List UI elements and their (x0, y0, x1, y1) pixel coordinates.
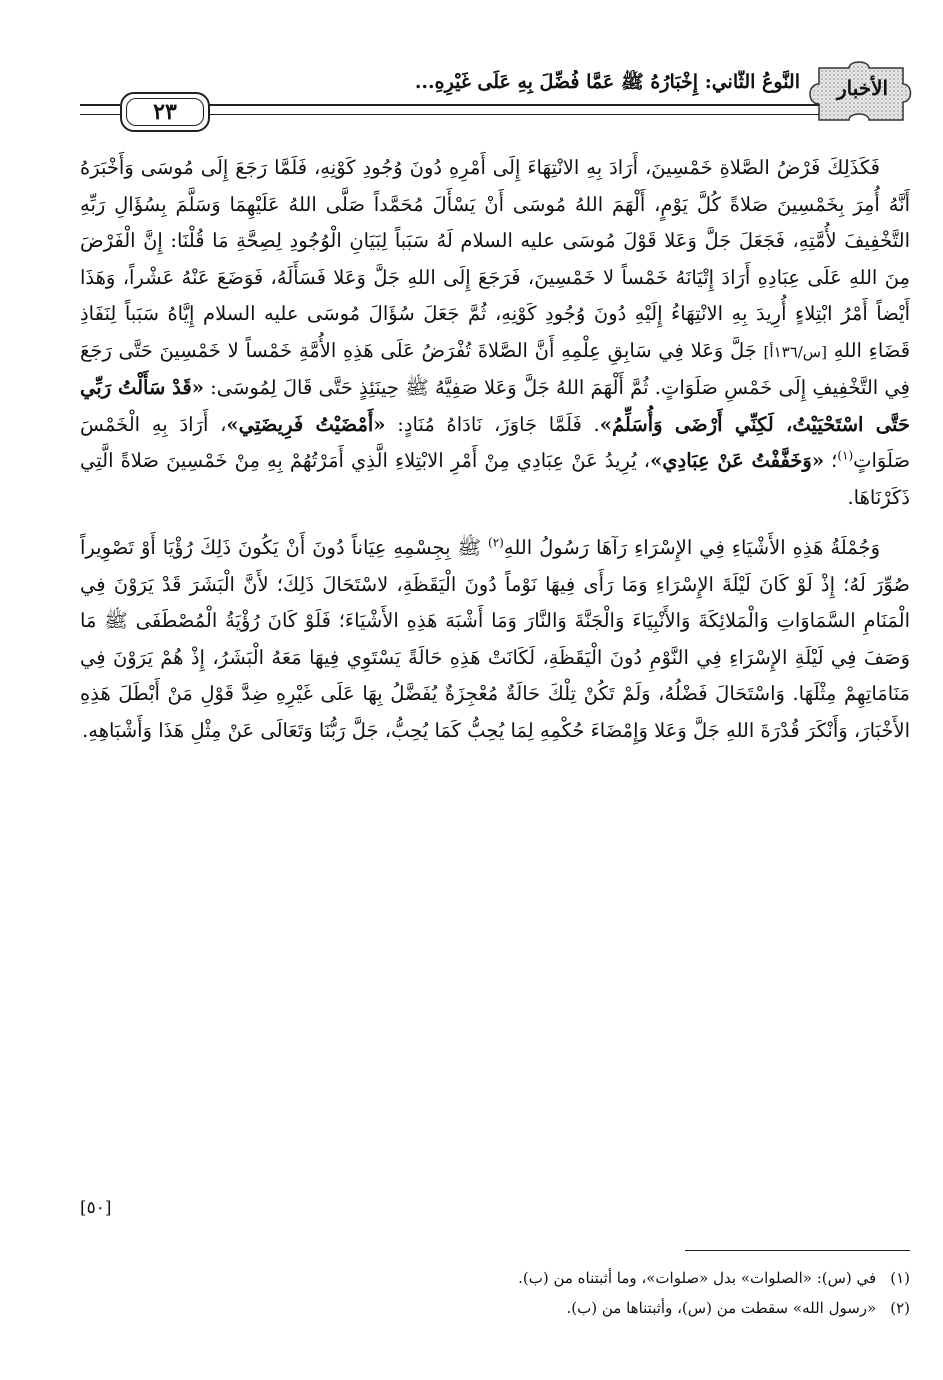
footnote-number: (١) (890, 1269, 910, 1287)
footnote-2 (80, 1293, 910, 1323)
running-title: النَّوعُ الثَّاني: إِخْبَارُهُ ﷺ عَمَّا فُضِّلَ بِهِ عَلَى غَيْرِهِ... (414, 71, 800, 93)
p1-text-1: فَكَذَلِكَ فَرْضُ الصَّلاةِ خَمْسِينَ، أَرَادَ بِهِ الانْتِهَاءَ إِلَى أَمْرِهِ دُونَ وُجُودِ كَوْنِهِ، فَلَمَّا رَجَعَ إِلَى مُوسَى وَأَخْبَرَهُ أَنَّهُ أُمِرَ بِخَمْسِينَ صَلاةً كُلَّ يَوْمٍ، أَلْهَمَ اللهُ مُوسَى أَنْ يَسْأَلَ مُحَمَّداً صَلَّى اللهُ عَلَيْهِمَا وَسَلَّمَ بِسُؤَالِ رَبِّهِ التَّخْفِيفَ لأُمَّتِهِ، فَجَعَلَ جَلَّ وَعَلا قَوْلَ مُوسَى عليه السلام لَهُ سَبَباً لِبَيَانِ الْوُجُودِ لِصِحَّةِ مَا قُلْنَا: إِنَّ الْفَرْضَ مِنَ اللهِ عَلَى عِبَادِهِ أَرَادَ إِتْيَانَهُ خَمْساً لا خَمْسِينَ، فَرَجَعَ إِلَى اللهِ جَلَّ وَعَلا فَسَأَلَهُ، فَوَضَعَ عَنْهُ عَشْراً، وَهَذَا أَيْضاً أَمْرُ ابْتِلاءٍ أُرِيدَ بِهِ الانْتِهَاءُ إِلَيْهِ دُونَ وُجُودِ كَوْنِهِ، ثُمَّ جَعَلَ سُؤَالَ مُوسَى عليه السلام إِيَّاهُ سَبَباً لِنَفَاذِ قَضَاءِ اللهِ (80, 156, 911, 362)
footnote-marker-1[interactable]: (١) (837, 448, 854, 463)
p2-text-1: وَجُمْلَةُ هَذِهِ الأَشْيَاءِ فِي الإِسْرَاءِ رَآهَا رَسُولُ اللهِ (503, 536, 880, 559)
manuscript-reference: [س/١٣٦أ] (763, 342, 827, 361)
header-rule-left-top (80, 104, 120, 106)
p2-text-2: ﷺ بِجِسْمِهِ عِيَاناً دُونَ أَنْ يَكُونَ ذَلِكَ رُؤْيَا أَوْ تَصْوِيراً صُوِّرَ لَهُ؛ إِذْ لَوْ كَانَ لَيْلَةَ الإِسْرَاءِ وَمَا رَأَى فِيهَا نَوْماً دُونَ الْيَقَظَةِ، لاسْتَحَالَ ذَلِكَ؛ لأَنَّ الْبَشَرَ قَدْ يَرَوْنَ فِي الْمَنَامِ السَّمَاوَاتِ وَالْمَلائِكَةَ وَالأَنْبِيَاءَ وَالْجَنَّةَ وَالنَّارَ وَمَا أَشْبَهَ هَذِهِ الأَشْيَاءَ؛ فَلَوْ كَانَ رُؤْيَةُ الْمُصْطَفَى ﷺ مَا وَصَفَ فِي لَيْلَةِ الإِسْرَاءِ فِي النَّوْمِ دُونَ الْيَقَظَةِ، لَكَانَتْ هَذِهِ حَالَةً يَسْتَوِي فِيهَا مَعَهُ الْبَشَرُ، إِذْ هُمْ يَرَوْنَ فِي مَنَامَاتِهِمْ مِثْلَهَا. وَاسْتَحَالَ فَضْلُهُ، وَلَمْ تَكُنْ تِلْكَ حَالَةٌ مُعْجِزَةٌ يُفَضَّلُ بِهَا عَلَى غَيْرِهِ ضِدَّ قَوْلِ مَنْ أَبْطَلَ هَذِهِ الأَخْبَارَ، وَأَنْكَرَ قُدْرَةَ اللهِ جَلَّ وَعَلا وَإِمْضَاءَ حُكْمِهِ لِمَا يُحِبُّ كَمَا يُحِبُّ، جَلَّ رَبُّنَا وَتَعَالَى عَنْ مِثْلِ هَذَا وَأَشْبَاهِهِ. (80, 536, 910, 742)
paragraph-2 (80, 530, 910, 749)
hadith-quote-3: «وَخَفَّفْتُ عَنْ عِبَادِي» (650, 449, 825, 472)
p1-text-4: ، أَرَادَ بِهِ الْخَمْسَ صَلَوَاتٍ (80, 412, 911, 472)
p1-text-3: . فَلَمَّا جَاوَزَ، نَادَاهُ مُنَادٍ: (397, 412, 600, 436)
footnote-marker-2[interactable]: (٢) (488, 535, 504, 550)
footnote-text: «رسول الله» سقطت من (س)، وأثبتناها من (ب). (566, 1299, 877, 1317)
p1-text-5: ؛ (831, 449, 838, 472)
page-number-box (120, 92, 210, 132)
footnote-rule (685, 1250, 910, 1251)
chapter-label: الأخبار (836, 76, 889, 100)
footnotes (80, 1263, 910, 1323)
hadith-quote-2: «أَمْضَيْتُ فَرِيضَتِي» (226, 412, 386, 436)
footnote-text: في (س): «الصلوات» بدل «صلوات»، وما أثبتناه من (ب). (518, 1269, 877, 1287)
header-rule-left-bottom (80, 114, 120, 115)
margin-reference: [٥٠] (80, 1198, 112, 1218)
footnote-number: (٢) (890, 1299, 910, 1317)
p1-text-6: ، يُرِيدُ عَنْ عِبَادِي مِنْ أَمْرِ الابْتِلاءِ الَّذِي أَمَرْتُهُمْ بِهِ مِنْ خَمْسِينَ صَلاةً الَّتِي ذَكَرْنَاهَا. (80, 449, 910, 509)
p1-text-2: جَلَّ وَعَلا فِي سَابِقِ عِلْمِهِ أَنَّ الصَّلاةَ تُفْرَضُ عَلَى هَذِهِ الأُمَّةِ خَمْساً لا خَمْسِينَ حَتَّى رَجَعَ فِي التَّخْفِيفِ إِلَى خَمْسِ صَلَوَاتٍ. ثُمَّ أَلْهَمَ اللهُ جَلَّ وَعَلا صَفِيَّهُ ﷺ حِينَئِذٍ حَتَّى قَالَ لِمُوسَى: (80, 338, 910, 399)
paragraph-1 (80, 150, 910, 516)
chapter-badge (805, 58, 920, 128)
main-text (80, 150, 910, 749)
header-rule-right-bottom (206, 114, 836, 115)
footnote-1 (80, 1263, 910, 1293)
hadith-quote-1: «قَدْ سَأَلْتُ رَبِّي حَتَّى اسْتَحْيَيْتُ، لَكِنِّي أَرْضَى وَأُسَلِّمُ» (80, 376, 910, 436)
page-number: ٢٣ (153, 99, 177, 125)
